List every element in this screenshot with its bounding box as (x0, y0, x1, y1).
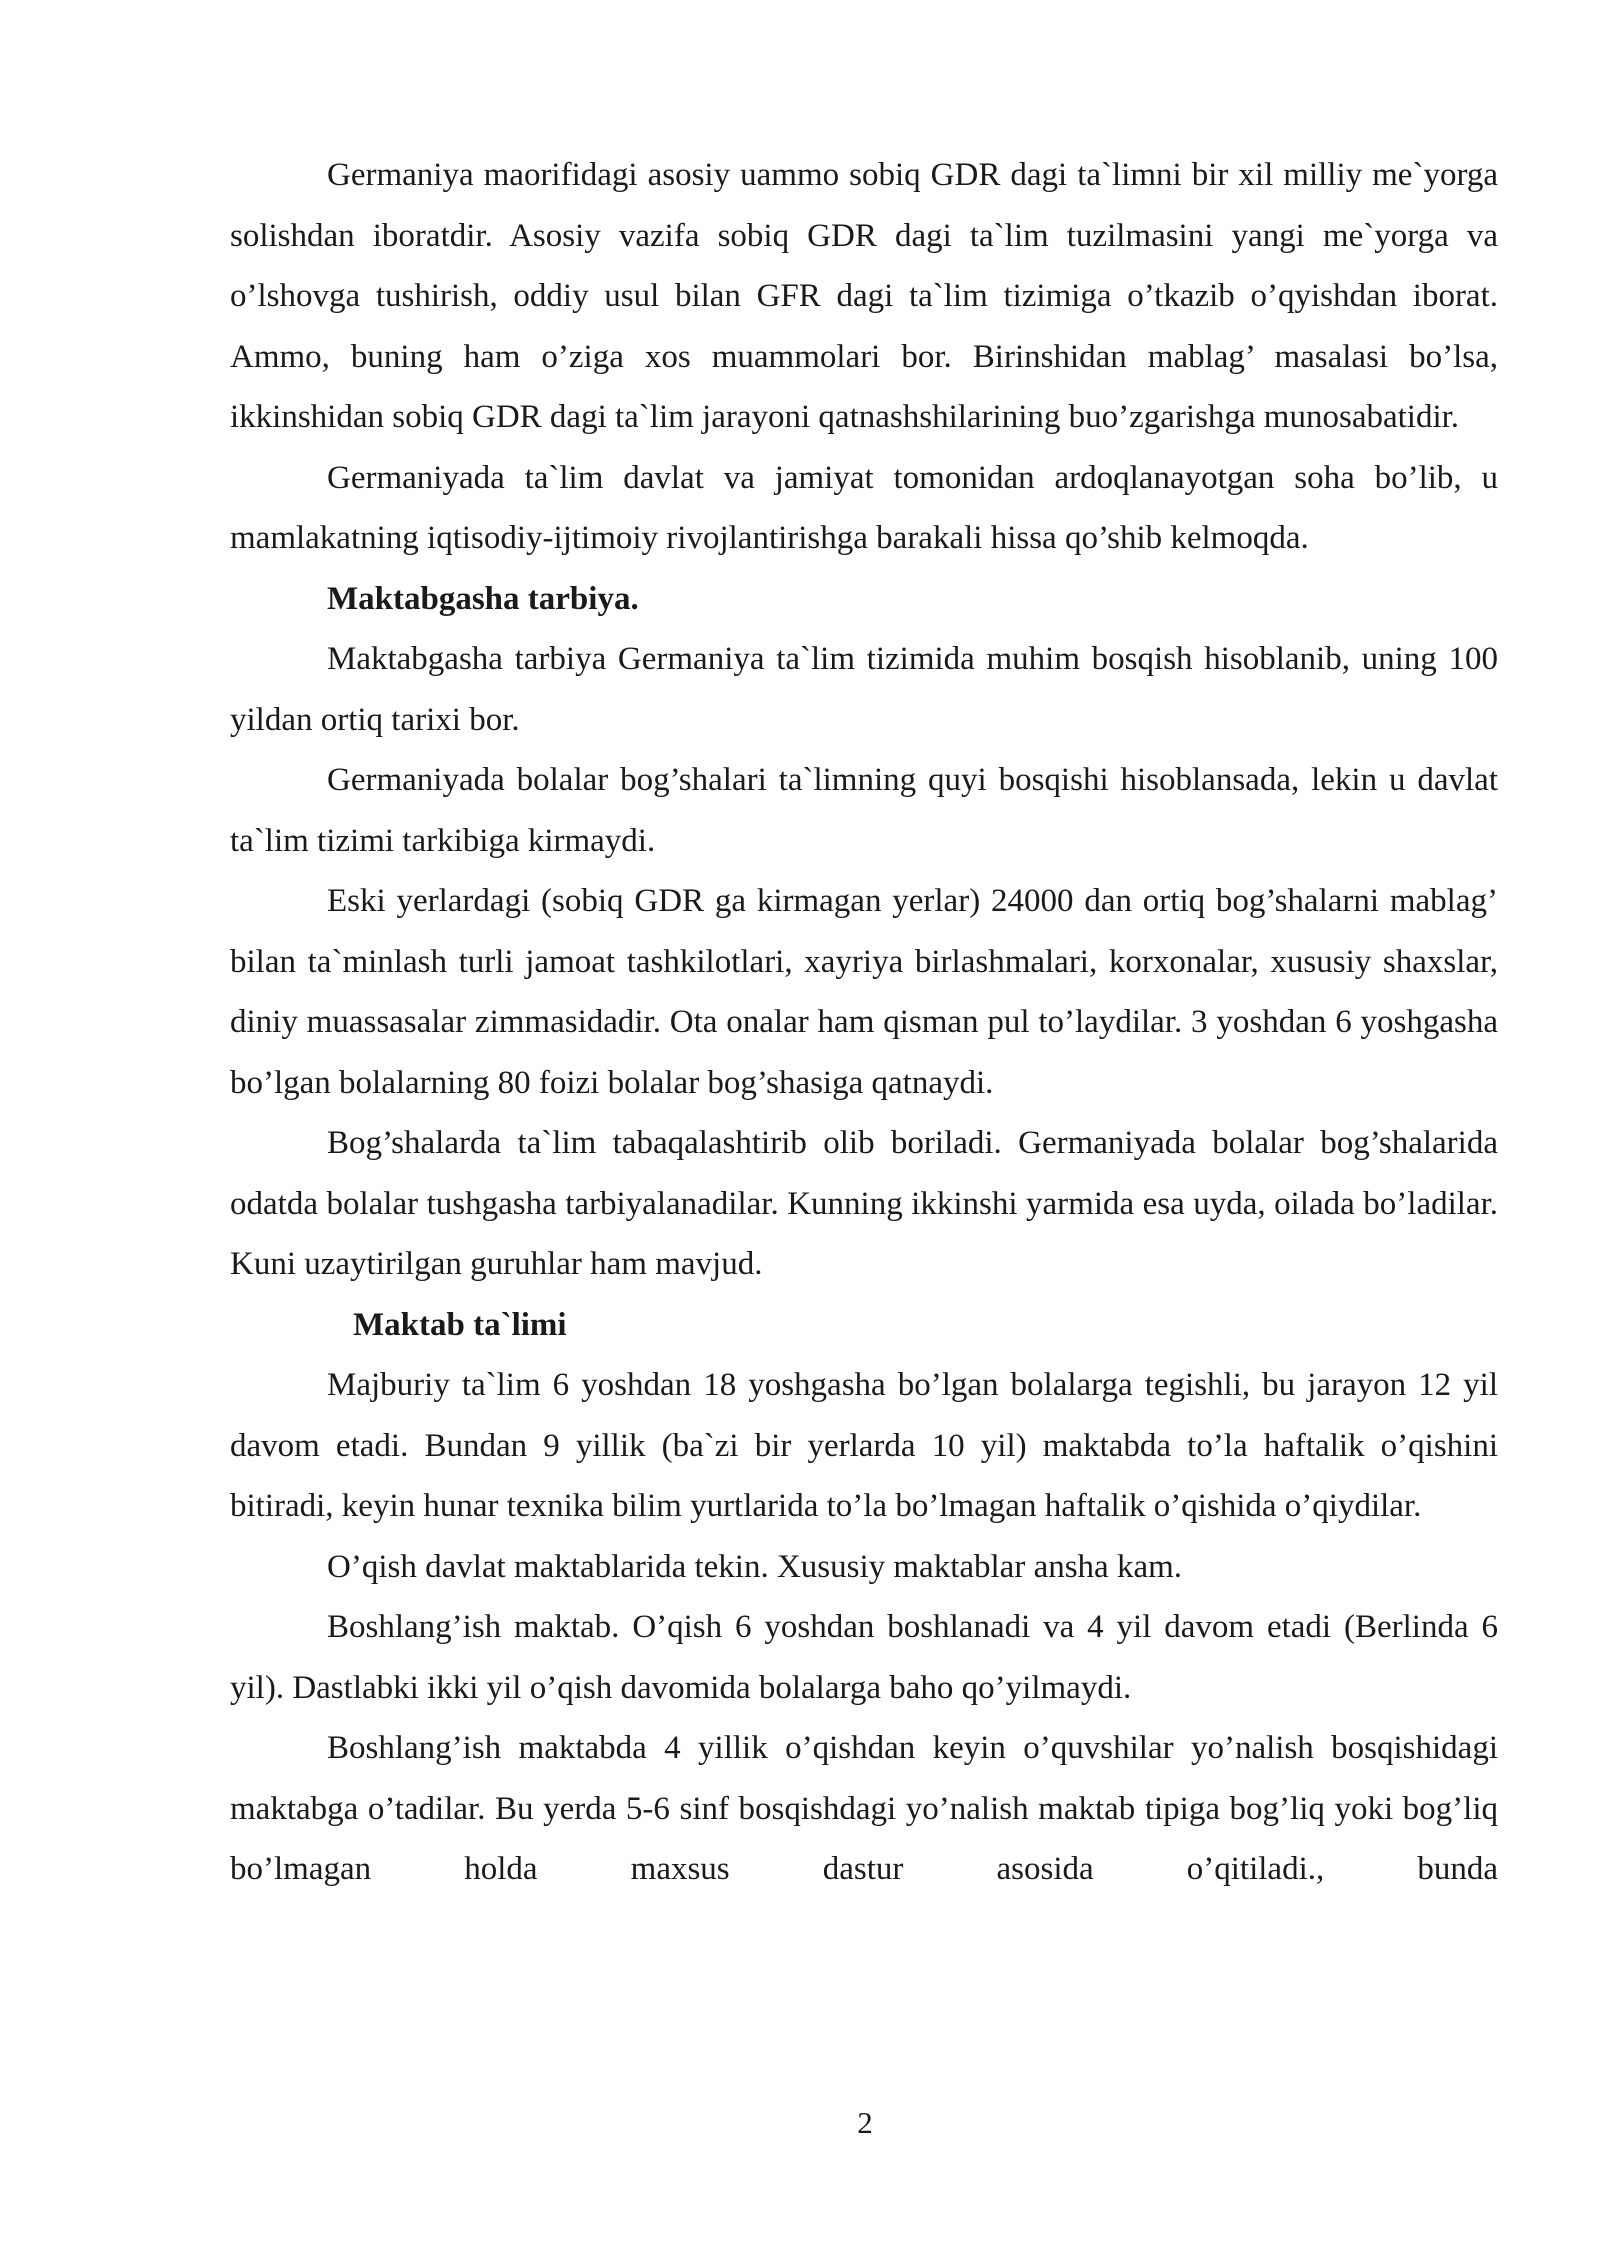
heading-suffix: . (630, 580, 639, 617)
page-number: 2 (857, 2105, 873, 2140)
paragraph-4: Germaniyada bolalar bog’shalari ta`limning quyi bosqishi hisoblansada, lekin u davlat ta`lim tizimi tarkibiga kirmaydi. (230, 762, 1498, 859)
paragraph-10: Boshlang’ish maktabda 4 yillik o’qishdan keyin o’quvshilar yo’nalish bosqishidagi maktabga o’tadilar. Bu yerda 5-6 sinf bosqishdagi yo’nalish maktab tipiga bog’liq yoki bog’liq bo’lmagan holda maxsus dastur asosida o’qitiladi., bunda (230, 1730, 1498, 1887)
paragraph-8: O’qish davlat maktablarida tekin. Xususiy maktablar ansha kam. (327, 1548, 1183, 1585)
section-heading-school: Maktab ta`limi (353, 1306, 567, 1343)
paragraph-6: Bog’shalarda ta`lim tabaqalashtirib olib boriladi. Germaniyada bolalar bog’shalarida odatda bolalar tushgasha tarbiyalanadilar. Kunning ikkinshi yarmida esa uyda, oilada bo’ladilar. Kuni uzaytirilgan guruhlar ham mavjud. (230, 1125, 1498, 1282)
page-body (230, 145, 1498, 1900)
paragraph-5: Eski yerlardagi (sobiq GDR ga kirmagan yerlar) 24000 dan ortiq bog’shalarni mablag’ bilan ta`minlash turli jamoat tashkilotlari, xayriya birlashmalari, korxonalar, xususiy shaxslar, diniy muassasalar zimmasidadir. Ota onalar ham qisman pul to’laydilar. 3 yoshdan 6 yoshgasha bo’lgan bolalarning 80 foizi bolalar bog’shasiga qatnaydi. (230, 883, 1498, 1101)
paragraph-1: Germaniya maorifidagi asosiy uammo sobiq GDR dagi ta`limni bir xil milliy me`yorga solishdan iboratdir. Asosiy vazifa sobiq GDR dagi ta`lim tuzilmasini yangi me`yorga va o’lshovga tushirish, oddiy usul bilan GFR dagi ta`lim tizimiga o’tkazib o’qyishdan iborat. Ammo, buning ham o’ziga xos muammolari bor. Birinshidan mablag’ masalasi bo’lsa, ikkinshidan sobiq GDR dagi ta`lim jarayoni qatnashshilarining buo’zgarishga munosabatidir. (230, 157, 1498, 435)
heading-text: Maktabgasha tarbiya (327, 580, 631, 617)
paragraph-2: Germaniyada ta`lim davlat va jamiyat tomonidan ardoqlanayotgan soha bo’lib, u mamlakatning iqtisodiy-ijtimoiy rivojlantirishga barakali hissa qo’shib kelmoqda. (230, 459, 1498, 556)
paragraph-9: Boshlang’ish maktab. O’qish 6 yoshdan boshlanadi va 4 yil davom etadi (Berlinda 6 yil). Dastlabki ikki yil o’qish davomida bolalarga baho qo’yilmaydi. (230, 1609, 1498, 1706)
paragraph-7: Majburiy ta`lim 6 yoshdan 18 yoshgasha bo’lgan bolalarga tegishli, bu jarayon 12 yil davom etadi. Bundan 9 yillik (ba`zi bir yerlarda 10 yil) maktabda to’la haftalik o’qishini bitiradi, keyin hunar texnika bilim yurtlarida to’la bo’lmagan haftalik o’qishida o’qiydilar. (230, 1367, 1498, 1524)
paragraph-3: Maktabgasha tarbiya Germaniya ta`lim tizimida muhim bosqish hisoblanib, uning 100 yildan ortiq tarixi bor. (230, 641, 1498, 738)
section-heading-preschool (230, 569, 1498, 630)
